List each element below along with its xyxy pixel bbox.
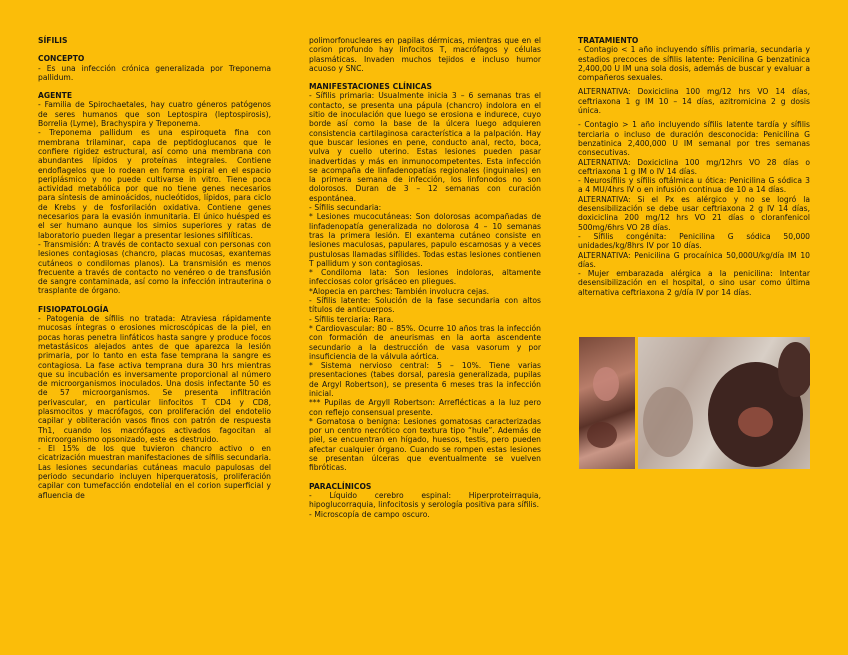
- paragraph-trat-6: ALTERNATIVA: Si el Px es alérgico y no se logró la desensibilización se debe usar ceftriaxona 2 g IV 14 días, doxiciclina 200 mg/12 hrs VO 21 días o cloranfenicol 500mg/6hrs VO 28 días.: [578, 194, 810, 232]
- clinical-photo-right: [638, 337, 810, 469]
- paragraph-manif-7: - Sífilis terciaria: Rara.: [309, 314, 394, 324]
- heading-paraclinicos: PARACLÍNICOS: [309, 481, 372, 491]
- paragraph-agente-1: - Familia de Spirochaetales, hay cuatro géneros patógenos de seres humanos que son Leptospira (leptospirosis), Borrelia (Lyme), Brachyspira y Treponema.: [38, 100, 271, 129]
- paragraph-trat-9: - Mujer embarazada alérgica a la penicilina: Intentar desensibilización en el hospital, o sino usar como última alternativa ceftriaxona 2 g/día IV por 14 días.: [578, 269, 810, 297]
- paragraph-manif-3: * Lesiones mucocutáneas: Son dolorosas acompañadas de linfadenopatía generalizada no dolorosa 4 – 10 semanas tras la primera lesión. El exantema cutáneo consiste en lesiones maculosas, papulares, papulo escamosas y a veces pustulosas llamadas sifílides. Todas estas lesiones contienen T pallidum y son contagiosas.: [309, 212, 541, 268]
- paragraph-manif-11: * Gomatosa o benigna: Lesiones gomatosas caracterizadas por un centro necrótico con textura tipo “hule”. Además de piel, se encuentran en hígado, huesos, testis, pero pueden afectar cualquier órgano. Cuando se rompen estas lesiones se presentan úlceras que eventualmente se vuelven fibróticas.: [309, 416, 541, 473]
- paragraph-concepto: - Es una infección crónica generalizada por Treponema pallidum.: [38, 63, 271, 82]
- heading-manifestaciones: MANIFESTACIONES CLÍNICAS: [309, 82, 432, 92]
- clinical-photo-left: [579, 337, 635, 469]
- paragraph-paraclin-1: - Líquido cerebro espinal: Hiperproteirraquia, hipoglucorraquia, linfocitosis y serología positiva para sífilis.: [309, 490, 541, 510]
- document-title: SÍFILIS: [38, 36, 68, 45]
- paragraph-trat-5: - Neurosífilis y sífilis oftálmica u ótica: Penicilina G sódica 3 a 4 MU/4hrs IV o en infusión continua de 10 a 14 días.: [578, 176, 810, 195]
- paragraph-trat-1: - Contagio < 1 año incluyendo sífilis primaria, secundaria y estadios precoces de sífilis latente: Penicilina G benzatinica 2,400,00 U IM una sola dosis, además de buscar y evaluar a compañeros sexuales.: [578, 45, 810, 83]
- paragraph-continuation: polimorfonucleares en papilas dérmicas, mientras que en el corion profundo hay linfocitos T, macrófagos y células plasmáticas. Invaden muchos tejidos e incluso humor acuoso y SNC.: [309, 36, 541, 73]
- paragraph-manif-4: * Condiloma lata: Son lesiones indoloras, altamente infecciosas color grisáceo en pliegues.: [309, 268, 541, 287]
- paragraph-trat-2: ALTERNATIVA: Doxiciclina 100 mg/12 hrs VO 14 días, ceftriaxona 1 g IM 10 – 14 días, azitromicina 2 g dosis única.: [578, 87, 810, 116]
- paragraph-manif-9: * Sistema nervioso central: 5 – 10%. Tiene varias presentaciones (tabes dorsal, paresia generalizada, pupilas de Argyl Robertson), se presenta 6 meses tras la infección inicial.: [309, 361, 541, 398]
- paragraph-manif-10: *** Pupilas de Argyll Robertson: Arreflécticas a la luz pero con reflejo consensual presente.: [309, 398, 541, 417]
- column-right: [578, 36, 810, 297]
- paragraph-agente-3: - Transmisión: A través de contacto sexual con personas con lesiones contagiosas (chancro, placas mucosas, exantemas cutáneos o condilomas planos). La transmisión es menos frecuente a través de contacto no venéreo o de transfusión de sangre contaminada, así como la infección intrauterina o trasplante de órgano.: [38, 239, 271, 296]
- paragraph-paraclin-2: - Microscopía de campo oscuro.: [309, 509, 430, 519]
- paragraph-trat-8: ALTERNATIVA: Penicilina G procaínica 50,000U/kg/día IM 10 días.: [578, 250, 810, 269]
- heading-concepto: CONCEPTO: [38, 54, 85, 64]
- paragraph-manif-2: - Sífilis secundaria:: [309, 203, 382, 213]
- paragraph-fisio-2: - El 15% de los que tuvieron chancro activo o en cicatrización muestran manifestaciones de sífilis secundaria. Las lesiones secundarias cutáneas maculo papulosas del periodo secundario incluyen hiperqueratosis, proliferación capilar con tumefacción endotelial en el corion superficial y afluencia de: [38, 444, 271, 500]
- heading-agente: AGENTE: [38, 91, 73, 101]
- paragraph-trat-7: - Sífilis congénita: Penicilina G sódica 50,000 unidades/kg/8hrs IV por 10 días.: [578, 231, 810, 251]
- heading-tratamiento: TRATAMIENTO: [578, 36, 639, 45]
- heading-fisiopatologia: FISIOPATOLOGÍA: [38, 304, 109, 314]
- paragraph-trat-4: ALTERNATIVA: Doxiciclina 100 mg/12hrs VO 28 días o ceftriaxona 1 g IM o IV 14 días.: [578, 157, 810, 176]
- paragraph-manif-1: - Sífilis primaria: Usualmente inicia 3 – 6 semanas tras el contacto, se presenta una pápula (chancro) indolora en el sitio de inoculación que luego se erosiona e indurece, cuyo borde así como la base de la úlcera luego adquieren consistencia cartilaginosa característica a la palpación. Hay que buscar lesiones en pene, conducto anal, recto, boca, vulva y cuello uterino. Estas lesiones pueden pasar inadvertidas y más en inmunocompetentes. Esta infección se acompaña de linfadenopatías regionales (inguinales) en la primera semana de infección, los linfonodos no son dolorosos. Duran de 3 – 12 semanas con curación espontánea.: [309, 91, 541, 203]
- paragraph-trat-3: - Contagio > 1 año incluyendo sífilis latente tardía y sífilis terciaria o incluso de duración desconocida: Penicilina G benzatinica 2,400,000 U IM semanal por tres semanas consecutivas.: [578, 120, 810, 158]
- paragraph-agente-2: - Treponema pallidum es una espiroqueta fina con membrana trilaminar, capa de peptidoglucanos que le confiere rigidez estructural, así como una membrana con abundantes lípidos y proteínas integrales. Contiene endoflagelos que lo rodean en forma espiral en el espacio periplásmico y no puede cultivarse in vitro. Tiene poca actividad metabólica por que no tiene genes necesarios para síntesis de aminoácidos, nucleótidos, lípidos, para ciclo de Krebs y de fosforilación oxidativa. Contiene genes necesarios para la evasión inmunitaria. El único huésped es el ser humano aunque los simios superiores y ratas de laboratorio pueden llegar a presentar lesiones sifilíticas.: [38, 128, 271, 240]
- paragraph-manif-5: *Alopecia en parches: También involucra cejas.: [309, 286, 490, 296]
- paragraph-manif-6: - Sífilis latente: Solución de la fase secundaria con altos títulos de anticuerpos.: [309, 296, 541, 315]
- column-left: [38, 36, 271, 500]
- paragraph-manif-8: * Cardiovascular: 80 – 85%. Ocurre 10 años tras la infección con formación de aneurismas en la aorta ascendente secundario a la destrucción de vasa vasorum y por insuficiencia de la válvula aórtica.: [309, 323, 541, 361]
- paragraph-fisio-1: - Patogenia de sífilis no tratada: Atraviesa rápidamente mucosas íntegras o erosiones microscópicas de la piel, en pocas horas penetra linfáticos hasta sangre y produce focos metastásicos alejados antes de que aparezca la lesión primaria, por lo tanto en esta fase temprana la sangre es contagiosa. La fase activa temprana dura 30 hrs mientras que su incubación es inversamente proporcional al número de microorganismos inoculados. Una dosis infectante 50 es de 57 microorganismos. Se presenta infiltración perivascular, en particular linfocitos T CD4 y CD8, plasmocitos y macrófagos, con proliferación del endotelio capilar y obliteración vasos finos con patrón de respuesta Th1, cuando los macrófagos activados fagocitan al microorganismo opsonizado, este es destruido.: [38, 314, 271, 444]
- column-middle: [309, 36, 541, 519]
- clinical-photos: [579, 337, 810, 469]
